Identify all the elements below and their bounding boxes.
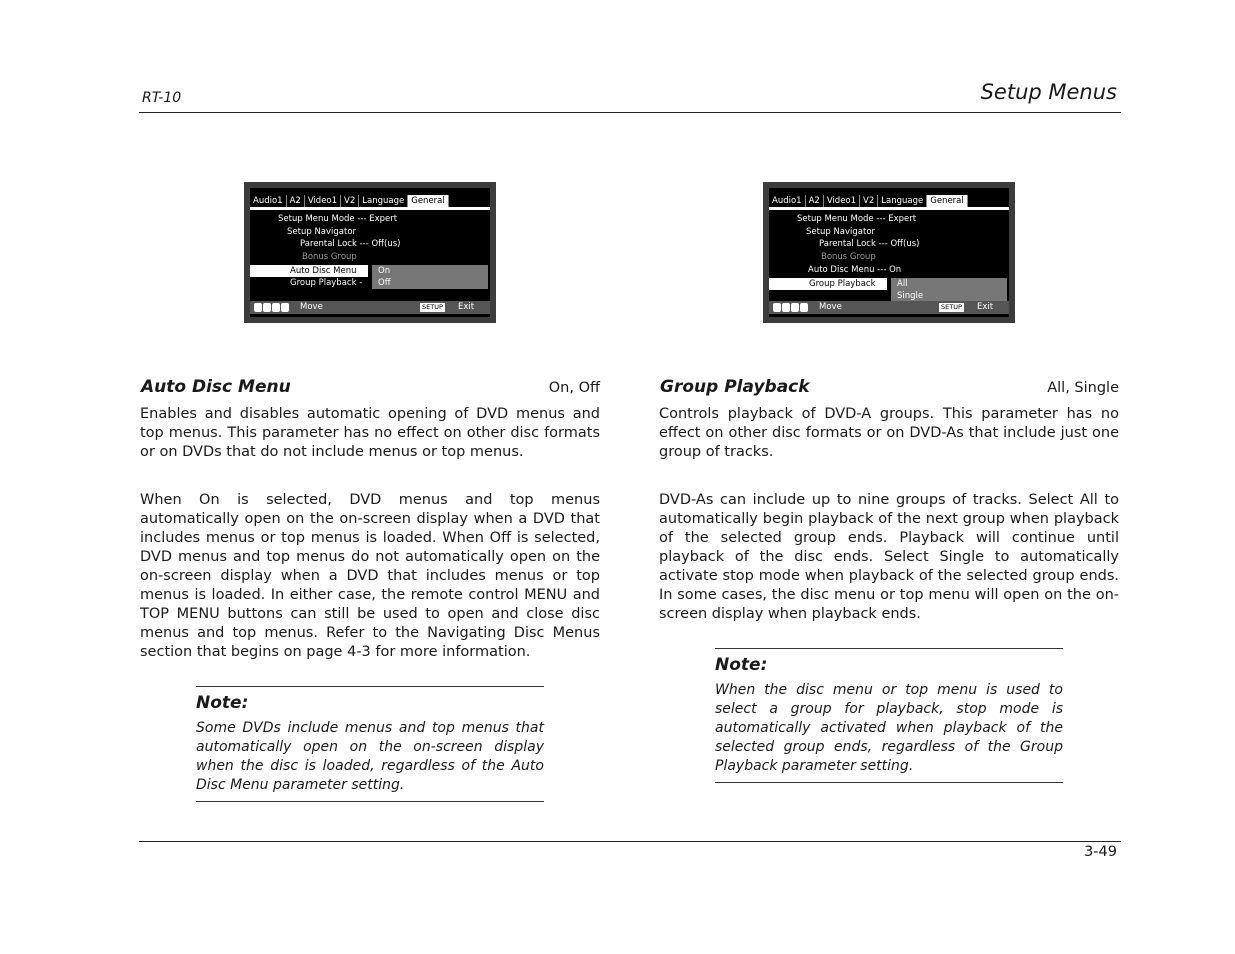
osd-setup-navigator: Setup Navigator	[287, 227, 357, 237]
osd-setup-menu-mode: Setup Menu Mode --- Expert	[797, 214, 917, 224]
tab-v2: V2	[341, 195, 359, 208]
header-section-title: Setup Menus	[980, 80, 1117, 104]
osd-footer-exit: Exit	[977, 302, 994, 312]
osd-setup-key: SETUP	[941, 303, 962, 311]
arrow-keys-icon	[773, 303, 808, 312]
note-body: When the disc menu or top menu is used to select a group for playback, stop mode is automatically activated when playback of the selected group ends, regardless of the Group Playback parameter setting.	[715, 682, 1063, 774]
tab-general: General	[408, 195, 449, 208]
group-playback-note	[715, 648, 1063, 783]
note-heading: Note:	[715, 655, 768, 675]
auto-disc-menu-note	[196, 686, 544, 802]
note-heading: Note:	[196, 693, 249, 713]
tab-audio1: Audio1	[250, 195, 287, 208]
osd-screenshot-group-playback	[763, 182, 1015, 323]
auto-disc-menu-paragraph-1: Enables and disables automatic opening of DVD menus and top menus. This parameter has no effect on other disc formats or on DVDs that do not include menus or top menus.	[140, 406, 600, 460]
tab-video1: Video1	[305, 195, 341, 208]
osd-parental-lock: Parental Lock --- Off(us)	[300, 239, 401, 249]
auto-disc-menu-heading: Auto Disc Menu	[141, 377, 291, 397]
group-playback-values: All, Single	[1047, 380, 1119, 396]
group-playback-heading: Group Playback	[660, 377, 810, 397]
osd-group-playback: Group Playback	[809, 279, 876, 289]
auto-disc-menu-values: On, Off	[548, 380, 600, 396]
tab-audio1: Audio1	[769, 195, 806, 208]
tab-underline	[769, 207, 1009, 210]
osd-auto-disc-menu: Auto Disc Menu	[290, 266, 357, 276]
osd-parental-lock: Parental Lock --- Off(us)	[819, 239, 920, 249]
page-number: 3-49	[1084, 844, 1117, 860]
header-rule	[139, 112, 1121, 113]
tab-video1: Video1	[824, 195, 860, 208]
tab-language: Language	[878, 195, 927, 208]
osd-setup-key: SETUP	[422, 303, 443, 311]
arrow-keys-icon	[254, 303, 289, 312]
osd-screen	[769, 188, 1009, 317]
osd-option-single: Single	[897, 291, 924, 301]
osd-bonus-group: Bonus Group	[302, 252, 357, 262]
osd-option-off: Off	[378, 278, 391, 288]
osd-option-on: On	[378, 266, 391, 276]
osd-auto-disc-menu: Auto Disc Menu --- On	[808, 265, 902, 275]
group-playback-paragraph-1: Controls playback of DVD-A groups. This parameter has no effect on other disc formats or on DVD-As that include just one group of tracks.	[659, 406, 1119, 460]
tab-language: Language	[359, 195, 408, 208]
group-playback-paragraph-2: DVD-As can include up to nine groups of tracks. Select All to automatically begin playback of the next group when playback of the selected group ends. Playback will continue until playback of the disc ends. Select Single to automatically activate stop mode when playback of the selected group ends. In some cases, the disc menu or top menu will open on the on-screen display when playback ends.	[659, 492, 1119, 622]
note-body: Some DVDs include menus and top menus that automatically open on the on-screen display when the disc is loaded, regardless of the Auto Disc Menu parameter setting.	[196, 720, 544, 793]
tab-a2: A2	[287, 195, 305, 208]
osd-footer-move: Move	[819, 302, 842, 312]
osd-options-submenu	[891, 278, 1007, 302]
osd-screen	[250, 188, 490, 317]
osd-footer	[250, 301, 490, 314]
osd-screenshot-auto-disc-menu	[244, 182, 496, 323]
footer-rule	[139, 841, 1121, 842]
osd-footer	[769, 301, 1009, 314]
auto-disc-menu-paragraph-2: When On is selected, DVD menus and top menus automatically open on the on-screen display when a DVD that includes menus or top menus is loaded. When Off is selected, DVD menus and top menus do not automatically open on the on-screen display when a DVD that includes menus or top menus is loaded. In either case, the remote control MENU and TOP MENU buttons can still be used to open and close disc menus and top menus. Refer to the Navigating Disc Menus section that begins on page 4-3 for more information.	[140, 492, 600, 660]
tab-underline	[250, 207, 490, 210]
osd-group-playback: Group Playback -	[290, 278, 363, 288]
tab-a2: A2	[806, 195, 824, 208]
osd-setup-navigator: Setup Navigator	[806, 227, 876, 237]
header-model: RT-10	[142, 90, 182, 106]
osd-footer-exit: Exit	[458, 302, 475, 312]
osd-footer-move: Move	[300, 302, 323, 312]
osd-option-all: All	[897, 279, 908, 289]
osd-setup-menu-mode: Setup Menu Mode --- Expert	[278, 214, 398, 224]
osd-bonus-group: Bonus Group	[821, 252, 876, 262]
osd-options-submenu	[372, 265, 488, 289]
tab-general: General	[927, 195, 968, 208]
tab-v2: V2	[860, 195, 878, 208]
